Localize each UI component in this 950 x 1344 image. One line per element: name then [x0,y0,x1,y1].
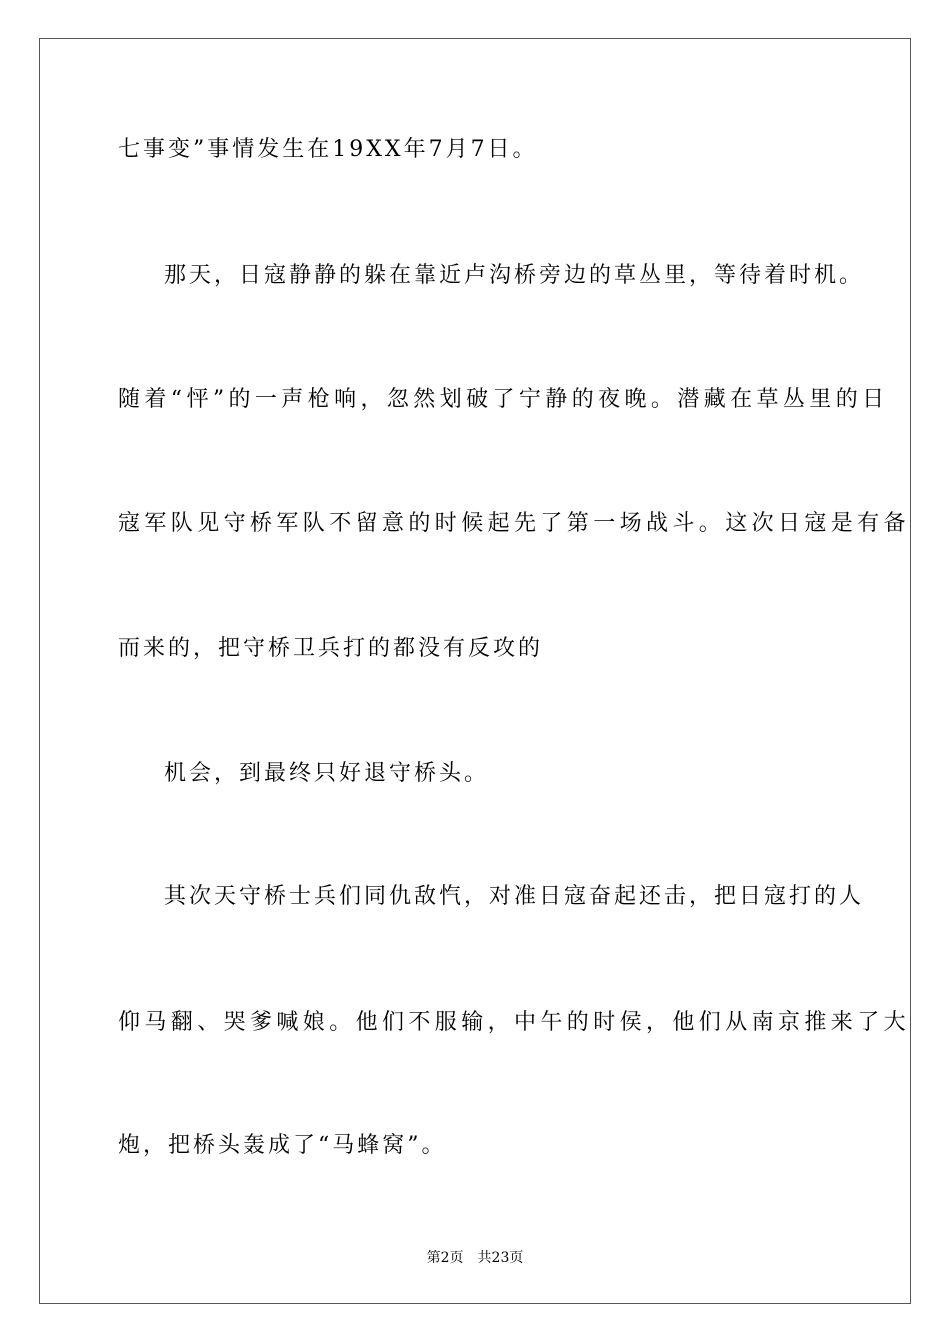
page-border [39,38,911,1304]
text-line: 那天，日寇静静的躲在靠近卢沟桥旁边的草丛里，等待着时机。 [164,263,865,288]
text-line: 而来的，把守桥卫兵打的都没有反攻的 [118,636,544,661]
page-footer [0,1248,950,1268]
text-line: 七事变”事情发生在19XX年7月7日。 [118,137,538,162]
text-line: 寇军队见守桥军队不留意的时候起先了第一场战斗。这次日寇是有备 [118,511,911,536]
text-line: 其次天守桥士兵们同仇敌忾，对准日寇奋起还击，把日寇打的人 [164,884,865,909]
text-line: 仰马翻、哭爹喊娘。他们不服输，中午的时侯，他们从南京推来了大 [118,1010,911,1035]
text-line: 机会，到最终只好退守桥头。 [164,761,490,786]
text-line: 随着“怦”的一声枪响，忽然划破了宁静的夜晚。潜藏在草丛里的日 [118,387,889,412]
page-number: 第2页 [426,1250,464,1266]
page-total: 共23页 [477,1250,524,1266]
text-line: 炮，把桥头轰成了“马蜂窝”。 [118,1133,447,1158]
